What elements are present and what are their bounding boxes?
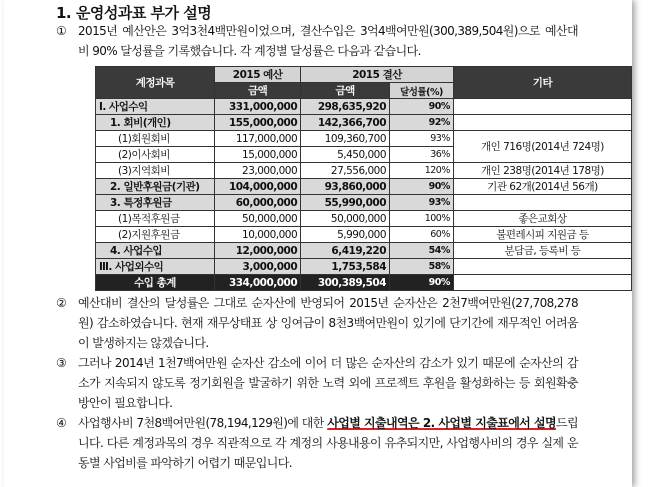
row-actual: 5,990,000 [301,227,390,243]
header-settlement: 2015 결산 [301,67,454,83]
row-note: 개인 238명(2014년 178명) [453,163,631,179]
row-name: (2)이사회비 [96,147,215,163]
row-name: (2)지원후원금 [96,227,215,243]
row-budget: 3,000,000 [215,259,301,275]
header-budget: 2015 예산 [215,67,301,83]
header-account: 계정과목 [96,67,215,99]
circled-number-4: ④ [56,416,67,430]
row-rate: 93% [390,195,454,211]
row-name: 수입 총계 [96,275,215,291]
row-note [453,99,631,115]
row-actual: 109,360,700 [301,131,390,147]
row-rate: 90% [390,275,454,291]
row-rate: 54% [390,243,454,259]
row-actual: 27,556,000 [301,163,390,179]
row-name: Ⅰ. 사업수익 [96,99,215,115]
row-budget: 117,000,000 [215,131,301,147]
row-name: 3. 특정후원금 [96,195,215,211]
row-rate: 93% [390,131,454,147]
row-budget: 12,000,000 [215,243,301,259]
table-row [96,131,632,147]
section-title: 1. 운영성과표 부가 설명 [56,4,212,22]
budget-table [95,66,632,291]
table-row [96,99,632,115]
table-row [96,163,632,179]
circled-number-2: ② [56,296,67,310]
row-note [453,195,631,211]
row-rate: 60% [390,227,454,243]
paragraph-3-text: 그러나 2014년 1천7백여만원 순자산 감소에 이어 더 많은 순자산의 감소가 있기 때문에 순자산의 감소가 지속되지 않도록 정기회원을 발굴하기 위한 노력 외에 프로젝트 후원을 활성화하는 등 회원확충 방안이 필요합니다. [78,356,578,410]
row-rate: 36% [390,147,454,163]
row-rate: 92% [390,115,454,131]
row-name: 1. 회비(개인) [96,115,215,131]
row-actual: 1,753,584 [301,259,390,275]
row-name: (1)회원회비 [96,131,215,147]
circled-number-1: ① [56,24,67,38]
paragraph-2-text: 예산대비 결산의 달성률은 그대로 순자산에 반영되어 2015년 순자산은 2천7백여만원(27,708,278원) 감소하였습니다. 현재 재무상태표 상 잉여금이 8천3백여만원이 있기에 단기간에 재무적인 어려움이 발생하지는 않겠습니다. [78,296,578,350]
row-note: 불편레시피 지원금 등 [453,227,631,243]
header-budget-amount: 금액 [215,83,301,99]
row-actual: 6,419,220 [301,243,390,259]
row-actual: 93,860,000 [301,179,390,195]
row-name: (3)지역회비 [96,163,215,179]
table-row [96,227,632,243]
row-name: 2. 일반후원금(기관) [96,179,215,195]
row-rate: 90% [390,99,454,115]
paragraph-1 [56,21,578,61]
circled-number-3: ③ [56,356,67,370]
row-note: 기관 62개(2014년 56개) [453,179,631,195]
row-budget: 15,000,000 [215,147,301,163]
table-total-row [96,275,632,291]
table-header-row-1 [96,67,632,83]
paragraph-1-text: 2015년 예산안은 3억3천4백만원이었으며, 결산수입은 3억4백여만원(300,389,504원)으로 예산대비 90% 달성률을 기록했습니다. 각 계정별 달성률은 다음과 같습니다. [78,24,578,58]
table-row [96,243,632,259]
row-actual: 142,366,700 [301,115,390,131]
row-note: 분담금, 등록비 등 [453,243,631,259]
row-rate: 90% [390,179,454,195]
row-rate: 58% [390,259,454,275]
row-note [453,275,631,291]
row-note [453,115,631,131]
table-row [96,195,632,211]
row-budget: 50,000,000 [215,211,301,227]
row-actual: 298,635,920 [301,99,390,115]
row-actual: 55,990,000 [301,195,390,211]
row-budget: 10,000,000 [215,227,301,243]
table-row [96,115,632,131]
table-row [96,211,632,227]
row-name: (1)목적후원금 [96,211,215,227]
row-name: 4. 사업수입 [96,243,215,259]
table-row [96,259,632,275]
row-note: 좋은교회상 [453,211,631,227]
paragraph-4-highlight: 사업별 지출내역은 2. 사업별 지출표에서 설명 [327,416,556,430]
table-row [96,179,632,195]
row-budget: 60,000,000 [215,195,301,211]
row-budget: 23,000,000 [215,163,301,179]
row-rate: 120% [390,163,454,179]
paragraph-3 [56,353,578,413]
paragraph-4-text-pre: 사업행사비 7천8백여만원(78,194,129원)에 대한 [78,416,328,430]
row-actual: 300,389,504 [301,275,390,291]
row-actual: 5,450,000 [301,147,390,163]
row-budget: 334,000,000 [215,275,301,291]
row-note: 개인 716명(2014년 724명) [453,131,631,163]
header-notes: 기타 [453,67,631,99]
row-budget: 331,000,000 [215,99,301,115]
document-page [4,0,632,487]
paragraph-4 [56,413,578,473]
row-budget: 155,000,000 [215,115,301,131]
row-note [453,259,631,275]
paragraph-2 [56,293,578,353]
row-rate: 100% [390,211,454,227]
row-name: Ⅲ. 사업외수익 [96,259,215,275]
row-budget: 104,000,000 [215,179,301,195]
header-rate: 달성률(%) [390,83,454,99]
header-settlement-amount: 금액 [301,83,390,99]
row-actual: 50,000,000 [301,211,390,227]
paragraph-4-text-post: 드립니다. 다른 계정과목의 경우 직관적으로 각 계정의 사용내용이 유추되지만, 사업행사비의 경우 실제 운동별 사업비를 파악하기 어렵기 때문입니다. [78,416,578,470]
